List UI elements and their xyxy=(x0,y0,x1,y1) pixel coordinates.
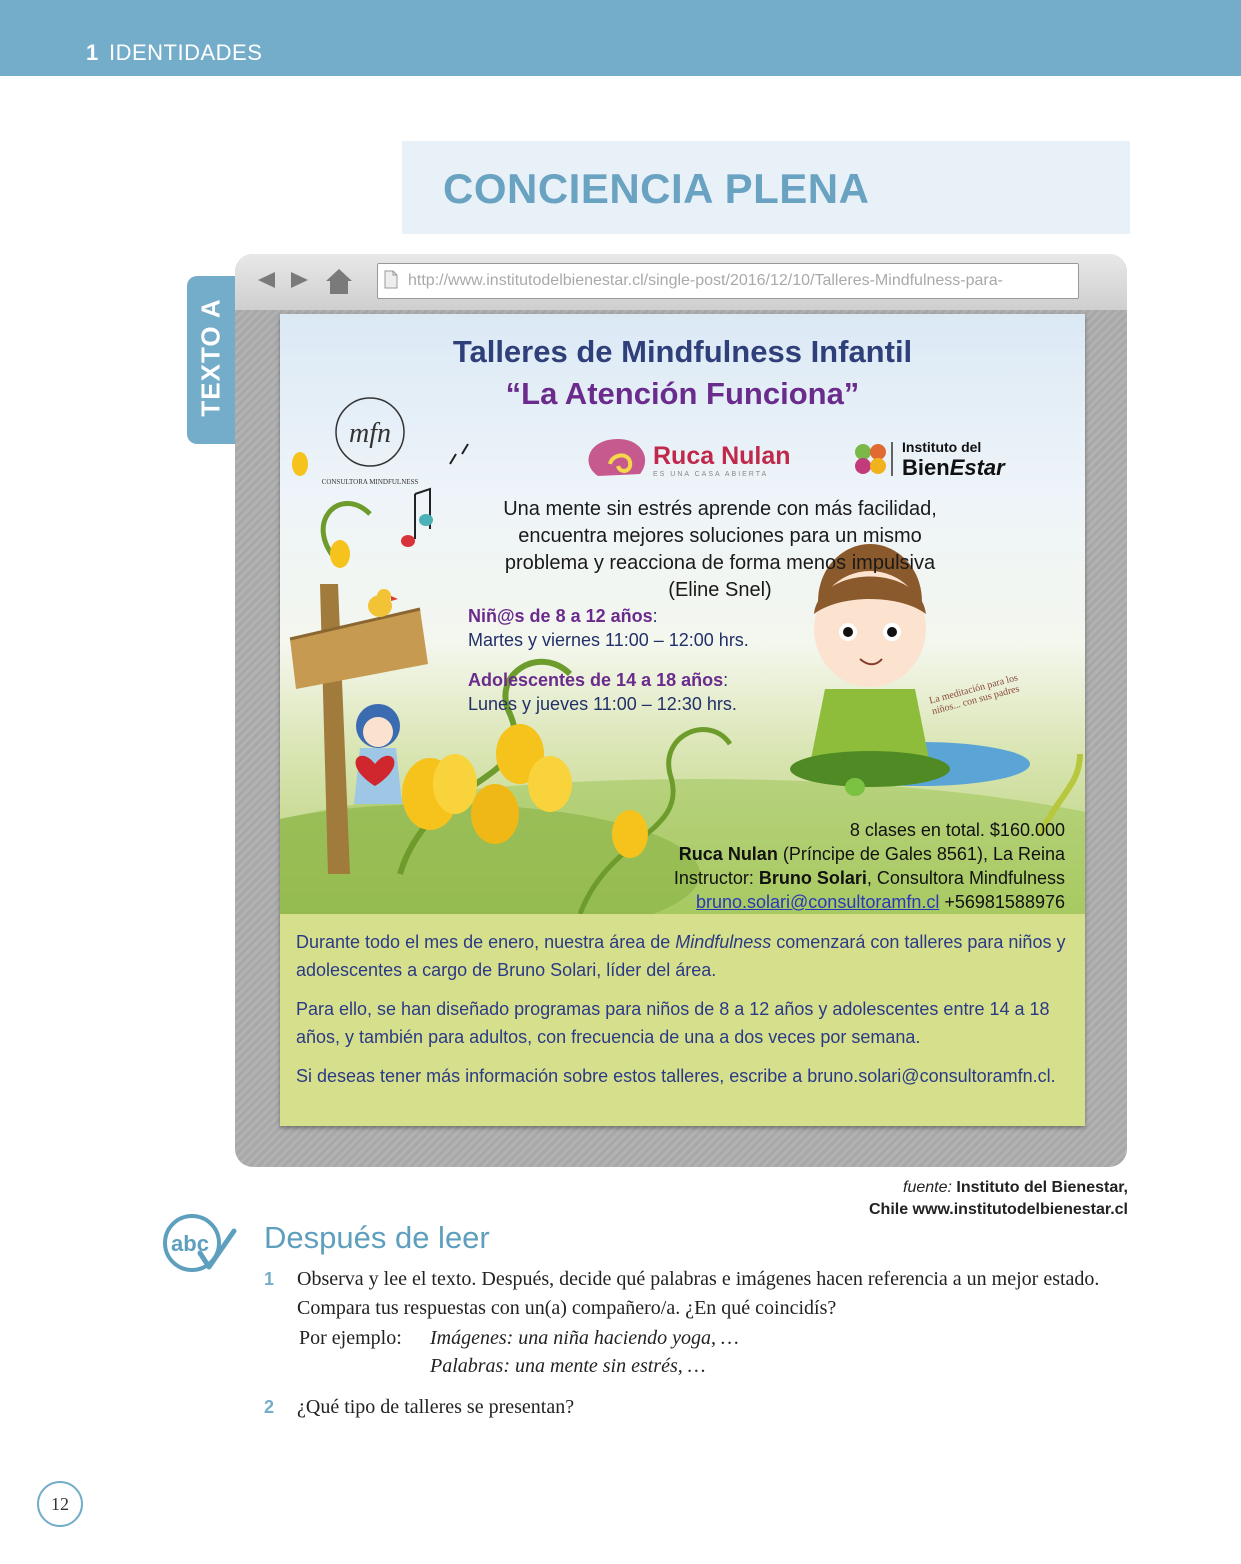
question-1-number: 1 xyxy=(264,1269,275,1289)
browser-frame xyxy=(235,254,1127,1167)
ruca-nulan-tagline: ES UNA CASA ABIERTA xyxy=(653,471,769,478)
poster-title-line1: Talleres de Mindfulness Infantil xyxy=(452,334,913,369)
book-caption: La meditación para los niños... con sus padres xyxy=(928,672,1021,718)
web-page-content xyxy=(280,314,1085,1126)
article-paragraph-3: Si deseas tener más información sobre estos talleres, escribe a bruno.solari@consultoramfn.cl. xyxy=(296,1066,1056,1086)
poster-price: 8 clases en total. $160.000 xyxy=(849,820,1065,840)
example-images: Imágenes: una niña haciendo yoga, … xyxy=(430,1327,739,1349)
section-title: CONCIENCIA PLENA xyxy=(443,165,870,212)
texto-a-tab xyxy=(187,276,235,444)
article-paragraph-2: Para ello, se han diseñado programas para niños de 8 a 12 años y adolescentes entre 14 a 18 años, y también para adultos, con frecuencia de una a dos veces por semana. xyxy=(296,999,1050,1047)
poster-email-link[interactable]: bruno.solari@consultoramfn.cl xyxy=(695,892,940,912)
example-words: Palabras: una mente sin estrés, … xyxy=(430,1355,706,1377)
quote-line: Una mente sin estrés aprende con más facilidad, xyxy=(503,498,937,520)
after-reading-title: Después de leer xyxy=(264,1220,490,1255)
quote-line: encuentra mejores soluciones para un mismo xyxy=(518,525,922,547)
forward-arrow-icon[interactable] xyxy=(287,268,311,292)
group2-title: Adolescentes de 14 a 18 años: xyxy=(468,670,729,690)
svg-text:mfn: mfn xyxy=(349,418,391,449)
quote-line: problema y reacciona de forma menos impulsiva xyxy=(504,552,936,574)
unit-title: IDENTIDADES xyxy=(109,40,263,65)
question-2-text: ¿Qué tipo de talleres se presentan? xyxy=(297,1396,575,1418)
example-label: Por ejemplo: xyxy=(299,1327,402,1349)
question-1-text: Observa y lee el texto. Después, decide qué palabras e imágenes hacen referencia a un mejor estado. Compara tus respuestas con un(a) compañero/a. ¿En qué coincidís? xyxy=(297,1268,1100,1319)
ruca-nulan-logo xyxy=(588,439,645,476)
home-icon[interactable] xyxy=(325,267,353,295)
instituto-logo-top: Instituto del xyxy=(902,439,982,455)
poster-title-line2: “La Atención Funciona” xyxy=(505,376,860,411)
group1-schedule: Martes y viernes 11:00 – 12:00 hrs. xyxy=(468,630,749,650)
poster-contact: bruno.solari@consultoramfn.cl +56981588976 xyxy=(695,892,1065,912)
browser-toolbar xyxy=(235,254,1127,310)
article-paragraph-1: Durante todo el mes de enero, nuestra área de Mindfulness comenzará con talleres para niños y adolescentes a cargo de Bruno Solari, líder del área. xyxy=(296,932,1066,980)
girl-with-heart xyxy=(354,704,402,804)
abc-check-icon xyxy=(162,1213,238,1275)
url-text: http://www.institutodelbienestar.cl/single-post/2016/12/10/Talleres-Mindfulness-para- xyxy=(408,272,1003,289)
section-title-box xyxy=(402,141,1130,234)
article-body xyxy=(296,928,1068,1101)
poster-venue: Ruca Nulan (Príncipe de Gales 8561), La Reina xyxy=(678,844,1065,864)
page-number: 12 xyxy=(37,1481,83,1527)
unit-number: 1 xyxy=(86,40,99,65)
poster-instructor: Instructor: Bruno Solari, Consultora Mindfulness xyxy=(673,868,1065,888)
instituto-logo-bottom: BienEstar xyxy=(902,455,1005,480)
group2-schedule: Lunes y jueves 11:00 – 12:30 hrs. xyxy=(468,694,737,714)
group1-title: Niñ@s de 8 a 12 años: xyxy=(468,606,658,626)
source-credit: fuente: Instituto del Bienestar, Chile www.institutodelbienestar.cl xyxy=(868,1179,1128,1218)
svg-text:CONSULTORA MINDFULNESS: CONSULTORA MINDFULNESS xyxy=(321,478,419,486)
unit-header-band xyxy=(0,0,1241,76)
instituto-logo-mark xyxy=(855,442,892,476)
svg-text:abc: abc xyxy=(171,1231,209,1256)
back-arrow-icon[interactable] xyxy=(255,268,279,292)
bird xyxy=(368,589,398,617)
ruca-nulan-name: Ruca Nulan xyxy=(653,442,791,470)
texto-a-label: TEXTO A xyxy=(195,298,226,417)
address-bar[interactable] xyxy=(377,263,1079,299)
quote-author: (Eline Snel) xyxy=(668,579,772,601)
document-icon xyxy=(384,270,398,289)
question-2-number: 2 xyxy=(264,1397,275,1417)
workshop-poster xyxy=(280,314,1085,914)
